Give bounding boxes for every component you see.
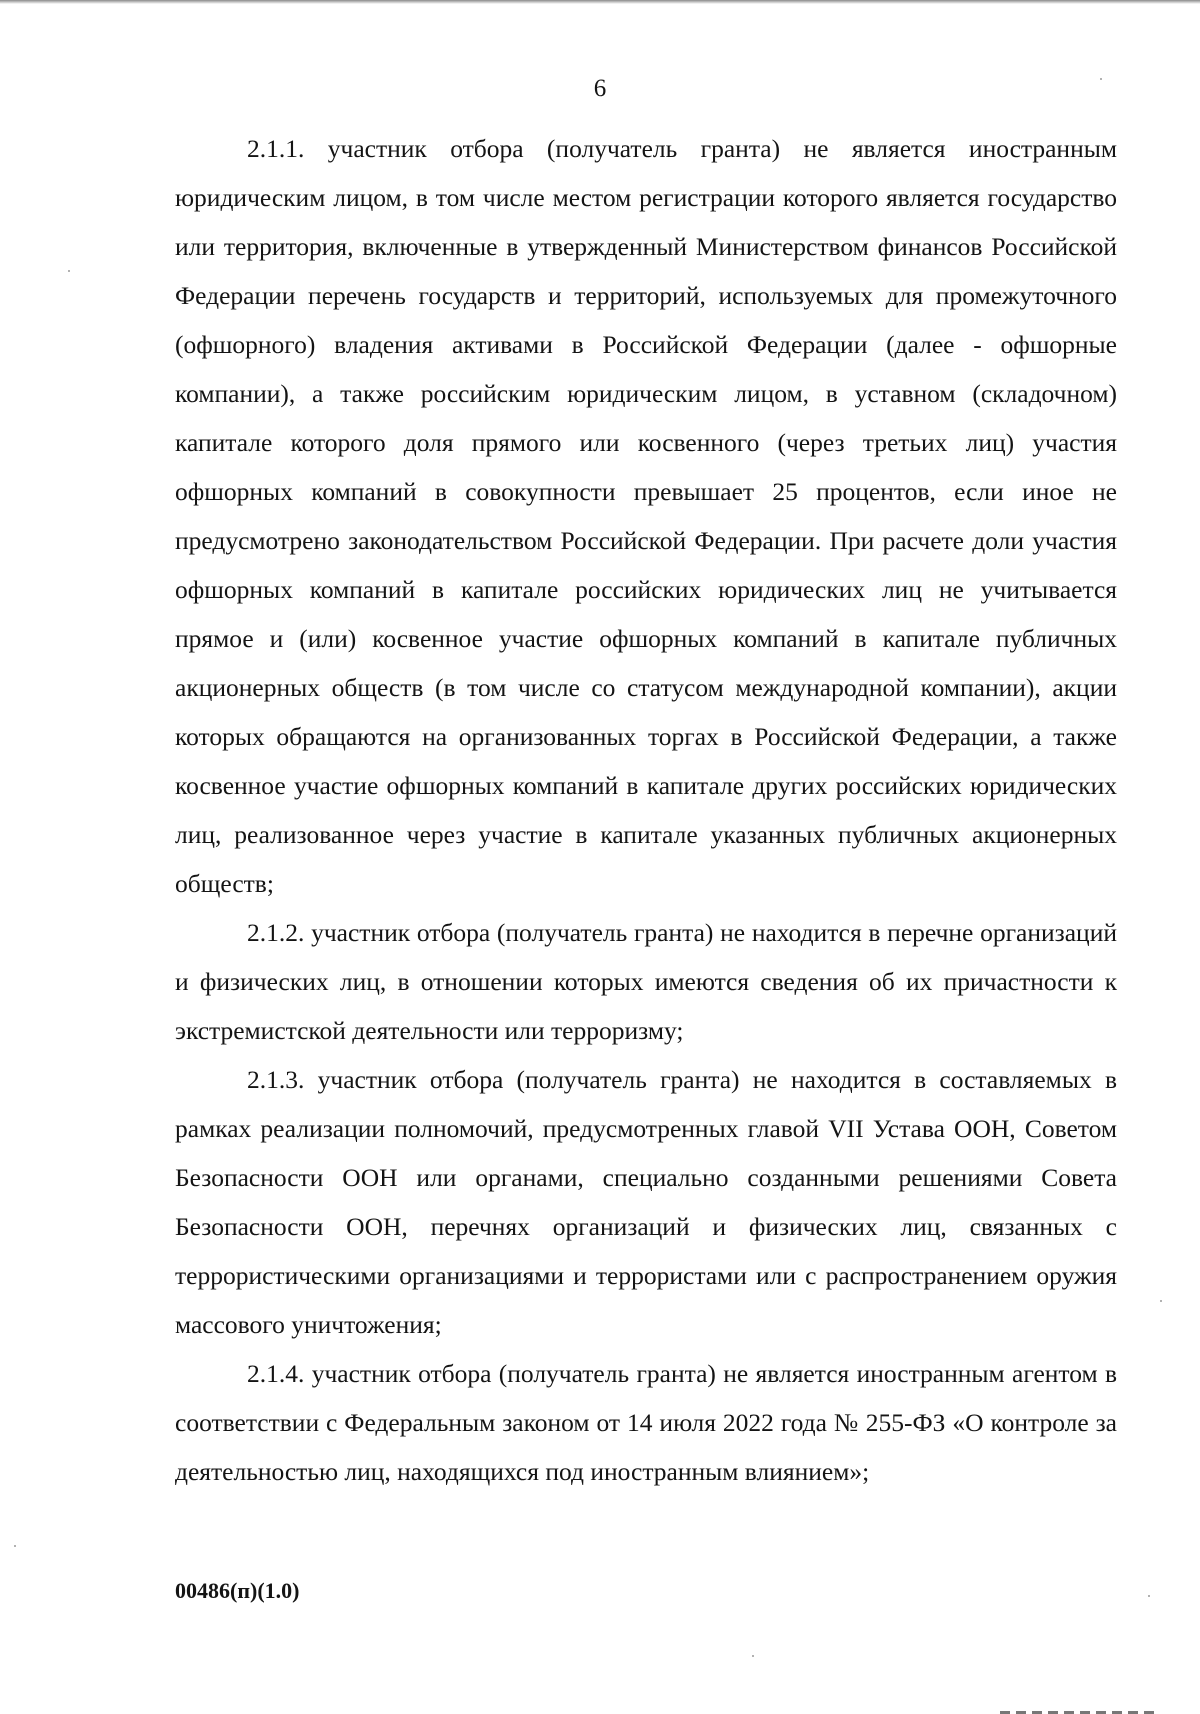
page-number: 6 <box>593 75 607 102</box>
scan-top-edge <box>0 0 1200 4</box>
scan-speck <box>68 270 70 272</box>
scan-speck <box>14 1545 16 1547</box>
scan-speck <box>1148 1595 1150 1597</box>
scan-speck <box>1160 1300 1162 1302</box>
scan-speck <box>752 1655 754 1657</box>
document-body <box>175 124 1117 1496</box>
paragraph-2-1-2: 2.1.2. участник отбора (получатель гранта) не находится в перечне организаций и физических лиц, в отношении которых имеются сведения об их причастности к экстремистской деятельности или терроризму; <box>175 918 1117 1045</box>
document-code: 00486(п)(1.0) <box>175 1578 300 1603</box>
paragraph-2-1-1: 2.1.1. участник отбора (получатель гранта) не является иностранным юридическим лицом, в том числе местом регистрации которого является государство или территория, включенные в утвержденный Министерством финансов Российской Федерации перечень государств и территорий, используемых для промежуточного (офшорного) владения активами в Российской Федерации (далее - офшорные компании), а также российским юридическим лицом, в уставном (складочном) капитале которого доля прямого или косвенного (через третьих лиц) участия офшорных компаний в совокупности превышает 25 процентов, если иное не предусмотрено законодательством Российской Федерации. При расчете доли участия офшорных компаний в капитале российских юридических лиц не учитывается прямое и (или) косвенное участие офшорных компаний в капитале публичных акционерных обществ (в том числе со статусом международной компании), акции которых обращаются на организованных торгах в Российской Федерации, а также косвенное участие офшорных компаний в капитале других российских юридических лиц, реализованное через участие в капитале указанных публичных акционерных обществ; <box>175 134 1117 898</box>
scan-speck <box>1100 78 1102 80</box>
paragraph-2-1-4: 2.1.4. участник отбора (получатель гранта) не является иностранным агентом в соответствии с Федеральным законом от 14 июля 2022 года № 255-ФЗ «О контроле за деятельностью лиц, находящихся под иностранным влиянием»; <box>175 1359 1117 1486</box>
paragraph-2-1-3: 2.1.3. участник отбора (получатель гранта) не находится в составляемых в рамках реализации полномочий, предусмотренных главой VII Устава ООН, Советом Безопасности ООН или органами, специально созданными решениями Совета Безопасности ООН, перечнях организаций и физических лиц, связанных с террористическими организациями и террористами или с распространением оружия массового уничтожения; <box>175 1065 1117 1339</box>
